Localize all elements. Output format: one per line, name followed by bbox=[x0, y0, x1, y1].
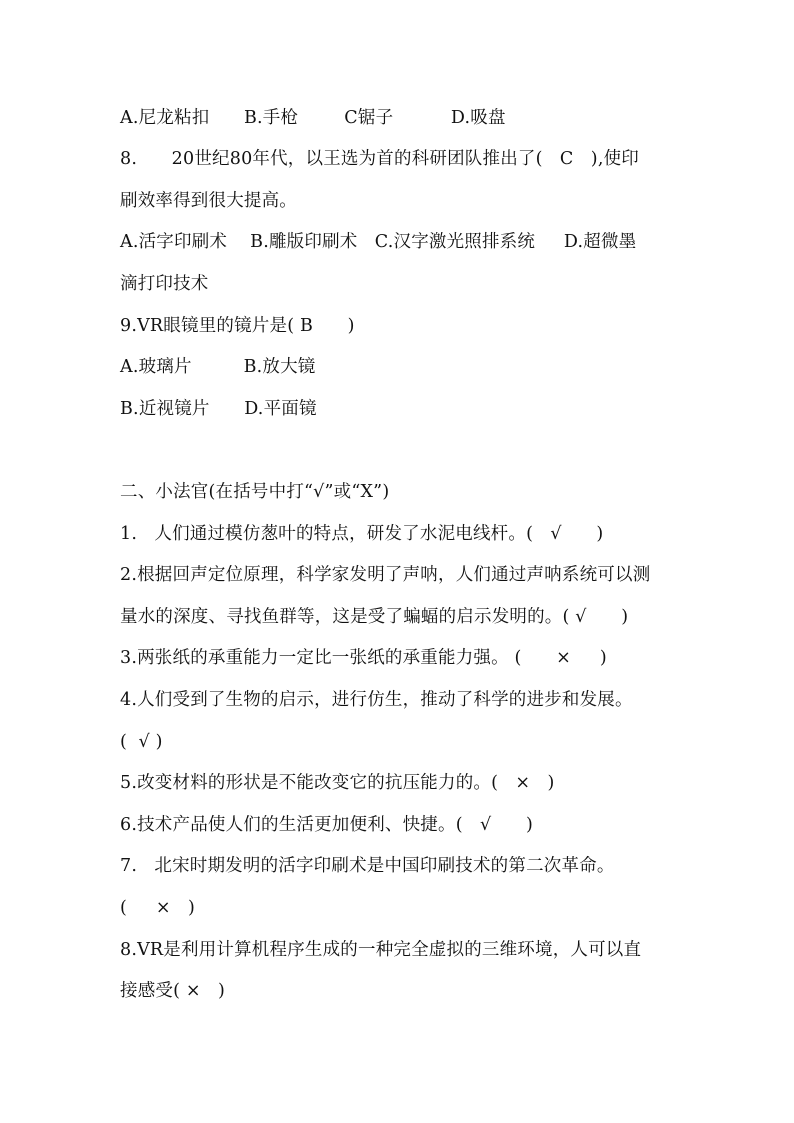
q8-options-line-1: A.活字印刷术 B.雕版印刷术 C.汉字激光照排系统 D.超微墨 bbox=[120, 232, 637, 252]
q8-stem-line-1: 8. 20世纪80年代，以王选为首的科研团队推出了( C ),使印 bbox=[120, 149, 639, 169]
q7-options: A.尼龙粘扣 B.手枪 C锯子 D.吸盘 bbox=[120, 108, 506, 128]
judge-item-7-line-1: 7. 北宋时期发明的活字印刷术是中国印刷技术的第二次革命。 bbox=[120, 856, 615, 876]
judge-item-8-line-1: 8.VR是利用计算机程序生成的一种完全虚拟的三维环境，人可以直 bbox=[120, 940, 642, 960]
q9-stem: 9.VR眼镜里的镜片是( B ) bbox=[120, 316, 355, 336]
q8-stem-line-2: 刷效率得到很大提高。 bbox=[120, 191, 297, 211]
section-heading: 二、小法官(在括号中打“√”或“X”) bbox=[120, 482, 390, 502]
judge-item-6: 6.技术产品使人们的生活更加便利、快捷。( √ ) bbox=[120, 815, 533, 835]
q9-options-line-1: A.玻璃片 B.放大镜 bbox=[120, 357, 316, 377]
judge-item-3: 3.两张纸的承重能力一定比一张纸的承重能力强。 ( × ) bbox=[120, 648, 607, 668]
judge-item-2-line-2: 量水的深度、寻找鱼群等，这是受了蝙蝠的启示发明的。( √ ) bbox=[120, 607, 629, 627]
judge-item-7-line-2: ( × ) bbox=[120, 898, 196, 918]
judge-item-4-line-1: 4.人们受到了生物的启示，进行仿生，推动了科学的进步和发展。 bbox=[120, 690, 633, 710]
q9-options-line-2: B.近视镜片 D.平面镜 bbox=[120, 399, 317, 419]
judge-item-8-line-2: 接感受( × ) bbox=[120, 981, 226, 1001]
judge-item-4-line-2: ( √ ) bbox=[120, 732, 163, 752]
judge-item-1: 1. 人们通过模仿葱叶的特点，研发了水泥电线杆。( √ ) bbox=[120, 524, 604, 544]
judge-item-2-line-1: 2.根据回声定位原理，科学家发明了声呐，人们通过声呐系统可以测 bbox=[120, 565, 651, 585]
judge-item-5: 5.改变材料的形状是不能改变它的抗压能力的。( × ) bbox=[120, 773, 555, 793]
q8-options-line-2: 滴打印技术 bbox=[120, 274, 209, 294]
